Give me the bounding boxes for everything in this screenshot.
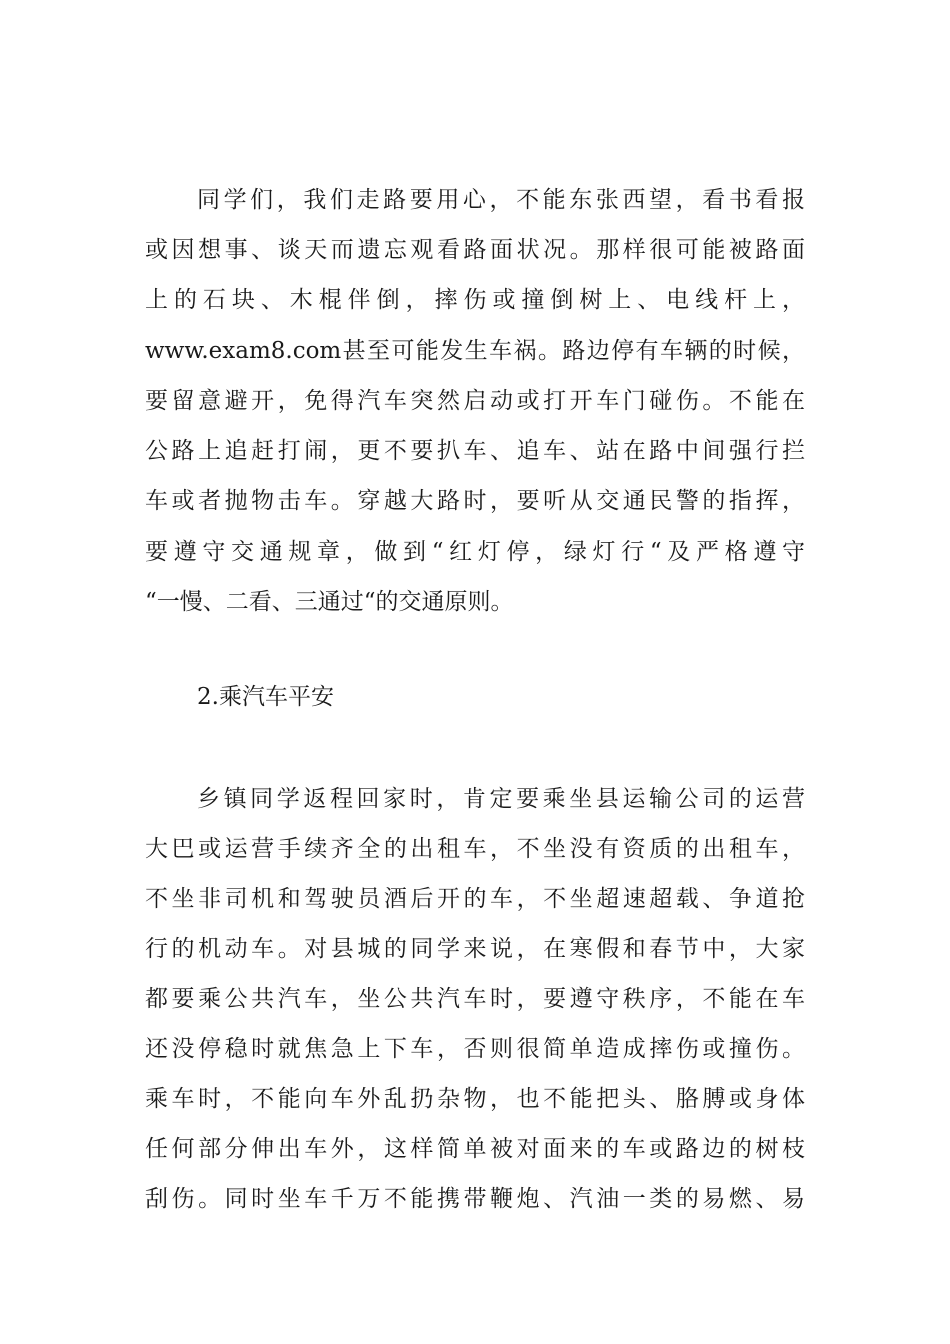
paragraph-1-line-6: 公路上追赶打闹，更不要扒车、追车、站在路中间强行拦	[145, 438, 805, 464]
paragraph-2-line-3: 不坐非司机和驾驶员酒后开的车，不坐超速超载、争道抢	[145, 886, 805, 912]
paragraph-2-line-1: 乡镇同学返程回家时，肯定要乘坐县运输公司的运营	[197, 786, 805, 812]
paragraph-2-line-7: 乘车时，不能向车外乱扔杂物，也不能把头、胳膊或身体	[145, 1086, 805, 1112]
paragraph-1-line-2: 或因想事、谈天而遗忘观看路面状况。那样很可能被路面	[145, 237, 805, 263]
paragraph-1-line-5: 要留意避开，免得汽车突然启动或打开车门碰伤。不能在	[145, 388, 805, 414]
paragraph-2-line-2: 大巴或运营手续齐全的出租车，不坐没有资质的出租车，	[145, 836, 805, 862]
paragraph-2-line-8: 任何部分伸出车外，这样简单被对面来的车或路边的树枝	[145, 1136, 805, 1162]
paragraph-1-line-7: 车或者抛物击车。穿越大路时，要听从交通民警的指挥，	[145, 488, 805, 514]
paragraph-2-line-5: 都要乘公共汽车，坐公共汽车时，要遵守秩序，不能在车	[145, 986, 805, 1012]
paragraph-2-line-6: 还没停稳时就焦急上下车，否则很简单造成摔伤或撞伤。	[145, 1036, 805, 1062]
section-heading: 2.乘汽车平安	[197, 684, 334, 710]
paragraph-2-line-4: 行的机动车。对县城的同学来说，在寒假和春节中，大家	[145, 936, 805, 962]
paragraph-2-line-9: 刮伤。同时坐车千万不能携带鞭炮、汽油一类的易燃、易	[145, 1186, 805, 1212]
paragraph-1-line-8: 要遵守交通规章，做到“红灯停，绿灯行“及严格遵守	[145, 539, 805, 565]
paragraph-1-line-1: 同学们，我们走路要用心，不能东张西望，看书看报	[197, 187, 805, 213]
paragraph-1-line-4: www.exam8.com甚至可能发生车祸。路边停有车辆的时候，	[145, 338, 805, 364]
paragraph-1-line-3: 上的石块、木棍伴倒，摔伤或撞倒树上、电线杆上，	[145, 287, 805, 313]
paragraph-1-line-9: “一慢、二看、三通过“的交通原则。	[145, 589, 514, 615]
